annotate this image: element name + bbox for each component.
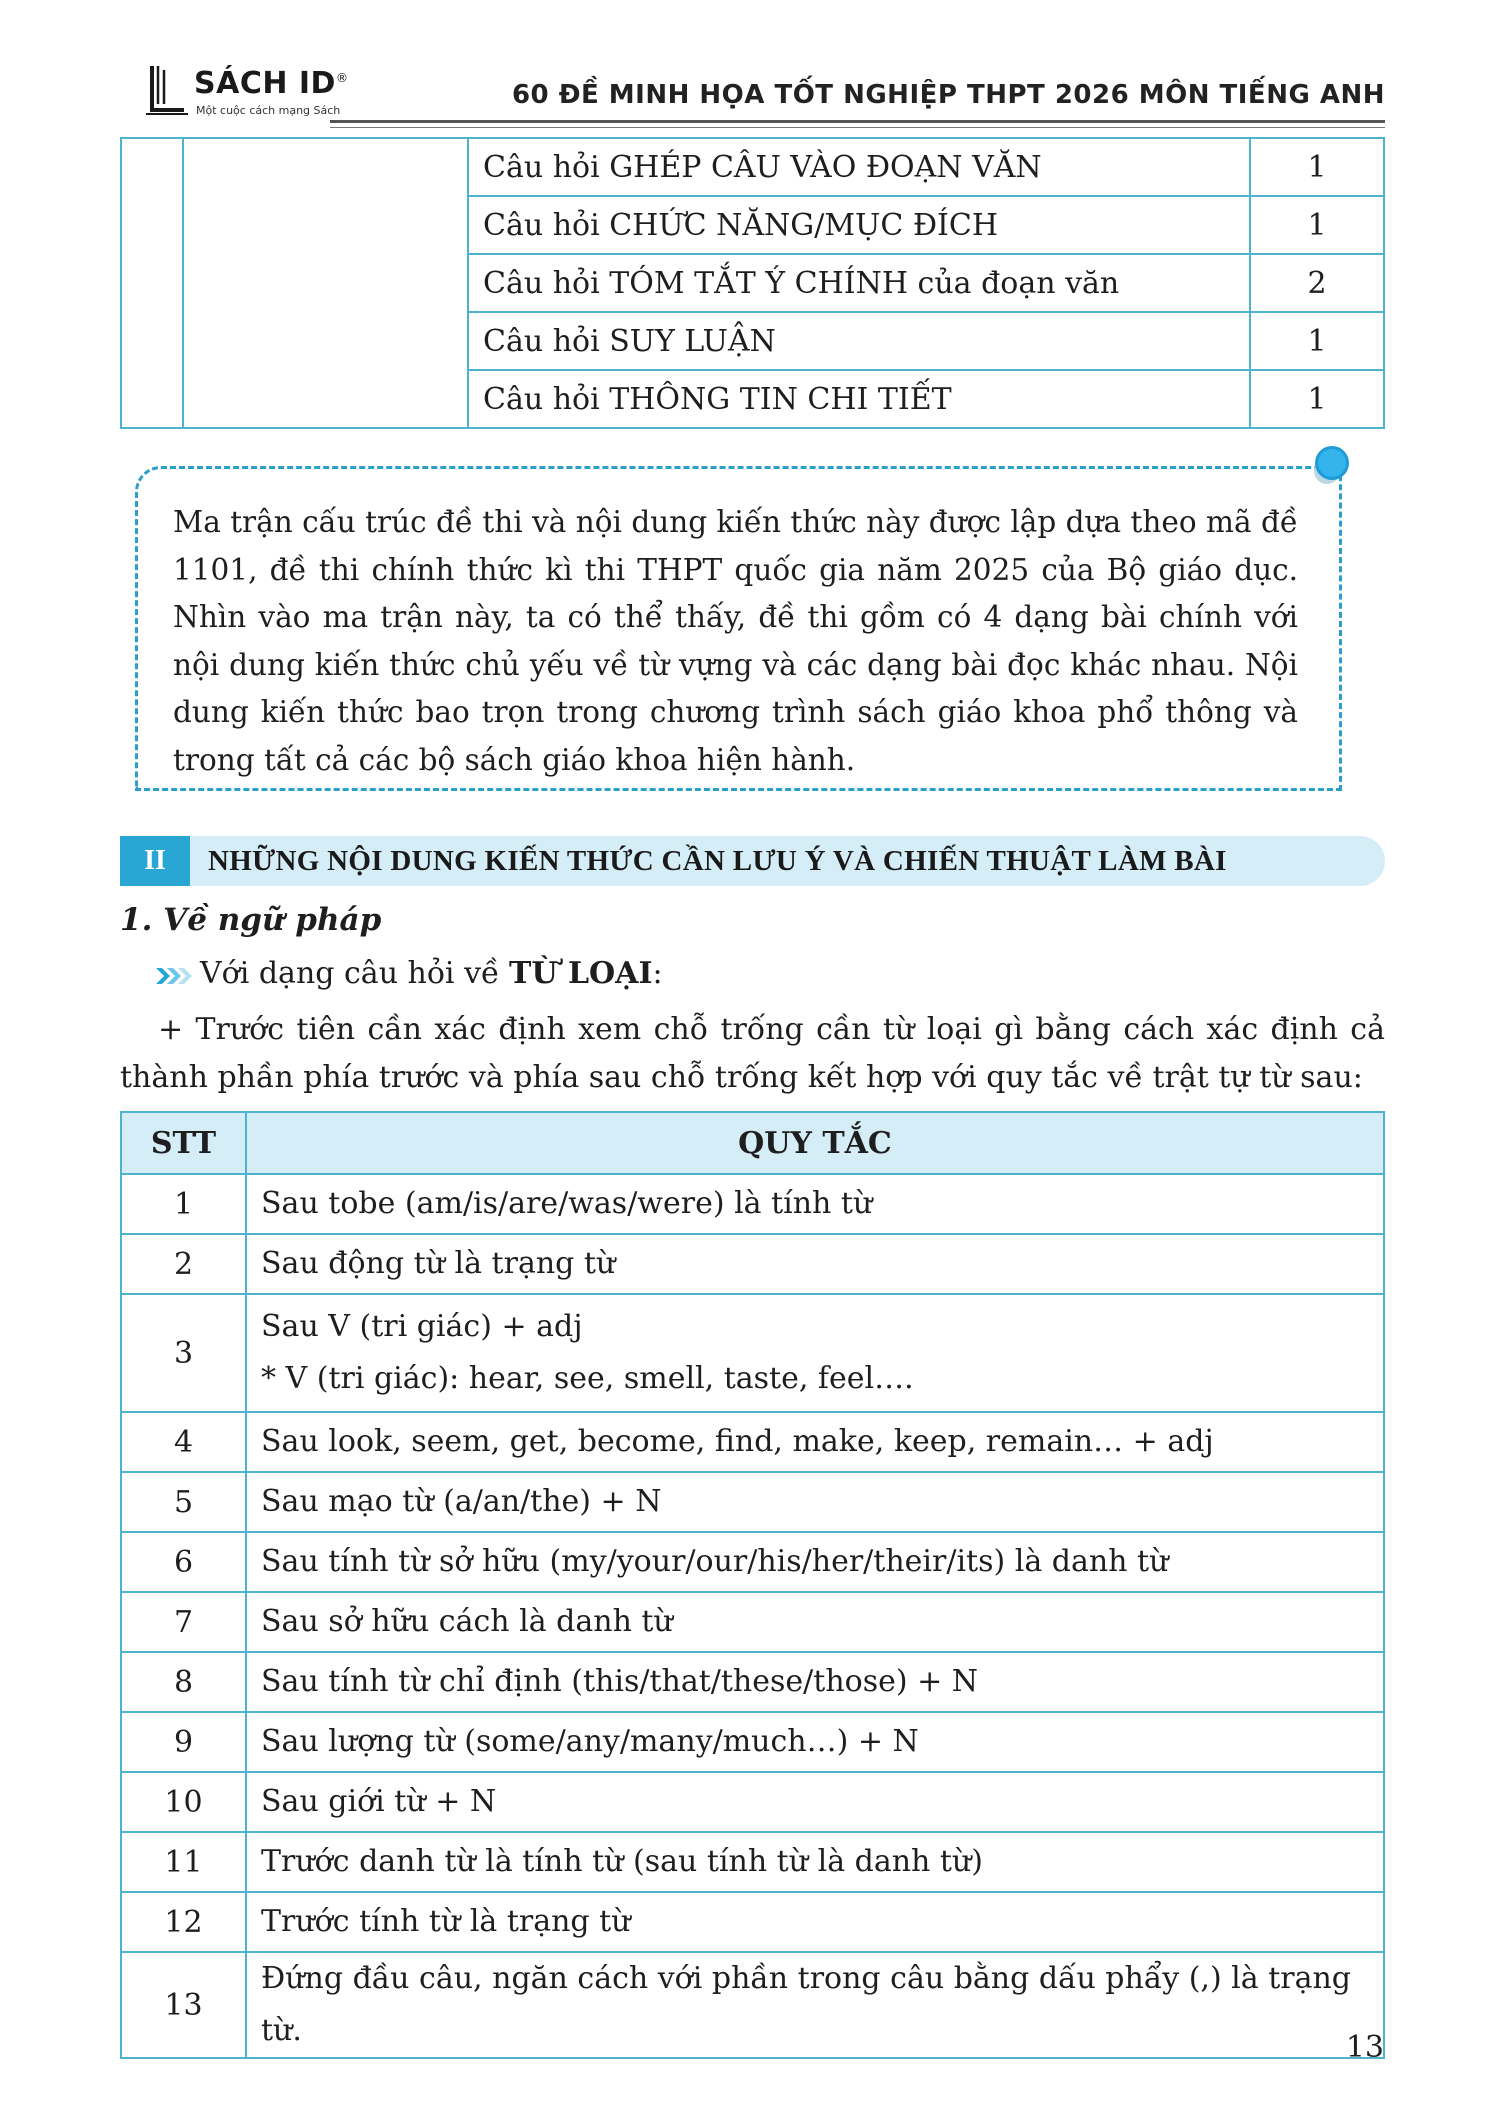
rule-number: 11 [121, 1832, 246, 1892]
rule-cell [246, 1712, 1384, 1772]
rule-text: Sau giới từ + N [261, 1784, 497, 1819]
bullet-text: Với dạng câu hỏi về [200, 956, 510, 991]
rule-number: 3 [121, 1294, 246, 1412]
rule-number: 12 [121, 1892, 246, 1952]
rule-number: 10 [121, 1772, 246, 1832]
pin-icon [1305, 441, 1355, 491]
table-row [121, 1532, 1384, 1592]
bullet-keyword: TỪ LOẠI [509, 956, 653, 991]
empty-cell [183, 138, 468, 428]
section-heading [120, 836, 1385, 886]
question-count: 1 [1250, 196, 1384, 254]
rule-cell [246, 1592, 1384, 1652]
rule-text: Sau tobe (am/is/are/was/were) là tính từ [261, 1186, 873, 1221]
rule-cell [246, 1234, 1384, 1294]
rule-number: 6 [121, 1532, 246, 1592]
question-type-label: Câu hỏi CHỨC NĂNG/MỤC ĐÍCH [468, 196, 1250, 254]
table-row [121, 1652, 1384, 1712]
logo-slogan: Một cuộc cách mạng Sách [196, 104, 341, 117]
empty-cell [121, 138, 183, 428]
rule-text: Sau look, seem, get, become, find, make, keep, remain… + adj [261, 1424, 1214, 1459]
rule-text: Sau sở hữu cách là danh từ [261, 1604, 673, 1639]
rule-text: Sau lượng từ (some/any/many/much…) + N [261, 1724, 919, 1759]
table-row [121, 1952, 1384, 2058]
rule-number: 2 [121, 1234, 246, 1294]
rule-number: 1 [121, 1174, 246, 1234]
page-header [120, 52, 1385, 132]
rule-cell [246, 1294, 1384, 1412]
rule-cell [246, 1652, 1384, 1712]
table-row [121, 1294, 1384, 1412]
section-title: NHỮNG NỘI DUNG KIẾN THỨC CẦN LƯU Ý VÀ CHIẾN THUẬT LÀM BÀI [208, 845, 1227, 877]
rule-cell [246, 1472, 1384, 1532]
page-number: 13 [1345, 2030, 1384, 2065]
table-row [121, 1174, 1384, 1234]
table-row [121, 1832, 1384, 1892]
question-count: 1 [1250, 370, 1384, 428]
rule-text: Sau V (tri giác) + adj [261, 1309, 583, 1344]
rule-text: Sau tính từ chỉ định (this/that/these/those) + N [261, 1664, 979, 1699]
rule-cell [246, 1412, 1384, 1472]
rule-text: * V (tri giác): hear, see, smell, taste, feel…. [261, 1361, 914, 1396]
question-type-label: Câu hỏi GHÉP CÂU VÀO ĐOẠN VĂN [468, 138, 1250, 196]
column-header-stt: STT [121, 1112, 246, 1174]
table-row [121, 1592, 1384, 1652]
table-row [121, 1234, 1384, 1294]
rule-cell [246, 1832, 1384, 1892]
note-box [135, 466, 1342, 791]
question-type-label: Câu hỏi TÓM TẮT Ý CHÍNH của đoạn văn [468, 254, 1250, 312]
rule-cell [246, 1532, 1384, 1592]
column-header-rule: QUY TẮC [246, 1112, 1384, 1174]
rule-text: Đứng đầu câu, ngăn cách với phần trong câu bằng dấu phẩy (,) là trạng từ. [261, 1961, 1352, 2048]
rule-text: Sau động từ là trạng từ [261, 1246, 616, 1281]
table-row [121, 1772, 1384, 1832]
rule-number: 9 [121, 1712, 246, 1772]
table-header-row [121, 1112, 1384, 1174]
section-number: II [120, 836, 190, 886]
table-row [121, 1472, 1384, 1532]
rule-text: Trước tính từ là trạng từ [261, 1904, 631, 1939]
logo-text: SÁCH ID® [194, 66, 349, 101]
question-type-table [120, 137, 1385, 429]
table-row [121, 1892, 1384, 1952]
rule-cell [246, 1892, 1384, 1952]
word-order-rules-table [120, 1111, 1385, 2059]
question-type-label: Câu hỏi SUY LUẬN [468, 312, 1250, 370]
question-count: 1 [1250, 312, 1384, 370]
question-type-label: Câu hỏi THÔNG TIN CHI TIẾT [468, 370, 1250, 428]
rule-cell [246, 1952, 1384, 2058]
rule-number: 8 [121, 1652, 246, 1712]
bullet-item: Với dạng câu hỏi về TỪ LOẠI: [158, 956, 663, 991]
double-chevron-icon [154, 967, 192, 985]
header-divider [330, 120, 1385, 123]
rule-text: Sau mạo từ (a/an/the) + N [261, 1484, 662, 1519]
table-row [121, 1412, 1384, 1472]
instruction-paragraph: + Trước tiên cần xác định xem chỗ trống cần từ loại gì bằng cách xác định cả thành phần phía trước và phía sau chỗ trống kết hợp với quy tắc về trật tự từ sau: [120, 1012, 1385, 1095]
book-logo-icon [144, 62, 190, 118]
book-title: 60 ĐỀ MINH HỌA TỐT NGHIỆP THPT 2026 MÔN TIẾNG ANH [511, 80, 1385, 110]
question-count: 1 [1250, 138, 1384, 196]
rule-number: 13 [121, 1952, 246, 2058]
header-divider-thin [330, 127, 1385, 128]
subsection-heading: 1. Về ngữ pháp [120, 902, 382, 938]
question-count: 2 [1250, 254, 1384, 312]
rule-number: 5 [121, 1472, 246, 1532]
rule-number: 4 [121, 1412, 246, 1472]
note-text: Ma trận cấu trúc đề thi và nội dung kiến thức này được lập dựa theo mã đề 1101, đề thi chính thức kì thi THPT quốc gia năm 2025 của Bộ giáo dục. Nhìn vào ma trận này, ta có thể thấy, đề thi gồm có 4 dạng bài chính với nội dung kiến thức chủ yếu về từ vựng và các dạng bài đọc khác nhau. Nội dung kiến thức bao trọn trong chương trình sách giáo khoa phổ thông và trong tất cả các bộ sách giáo khoa hiện hành. [173, 505, 1298, 777]
rule-cell [246, 1772, 1384, 1832]
rule-text: Trước danh từ là tính từ (sau tính từ là danh từ) [261, 1844, 983, 1879]
rule-text: Sau tính từ sở hữu (my/your/our/his/her/their/its) là danh từ [261, 1544, 1169, 1579]
rule-number: 7 [121, 1592, 246, 1652]
rule-cell [246, 1174, 1384, 1234]
table-row [121, 1712, 1384, 1772]
table-row [121, 138, 1384, 196]
